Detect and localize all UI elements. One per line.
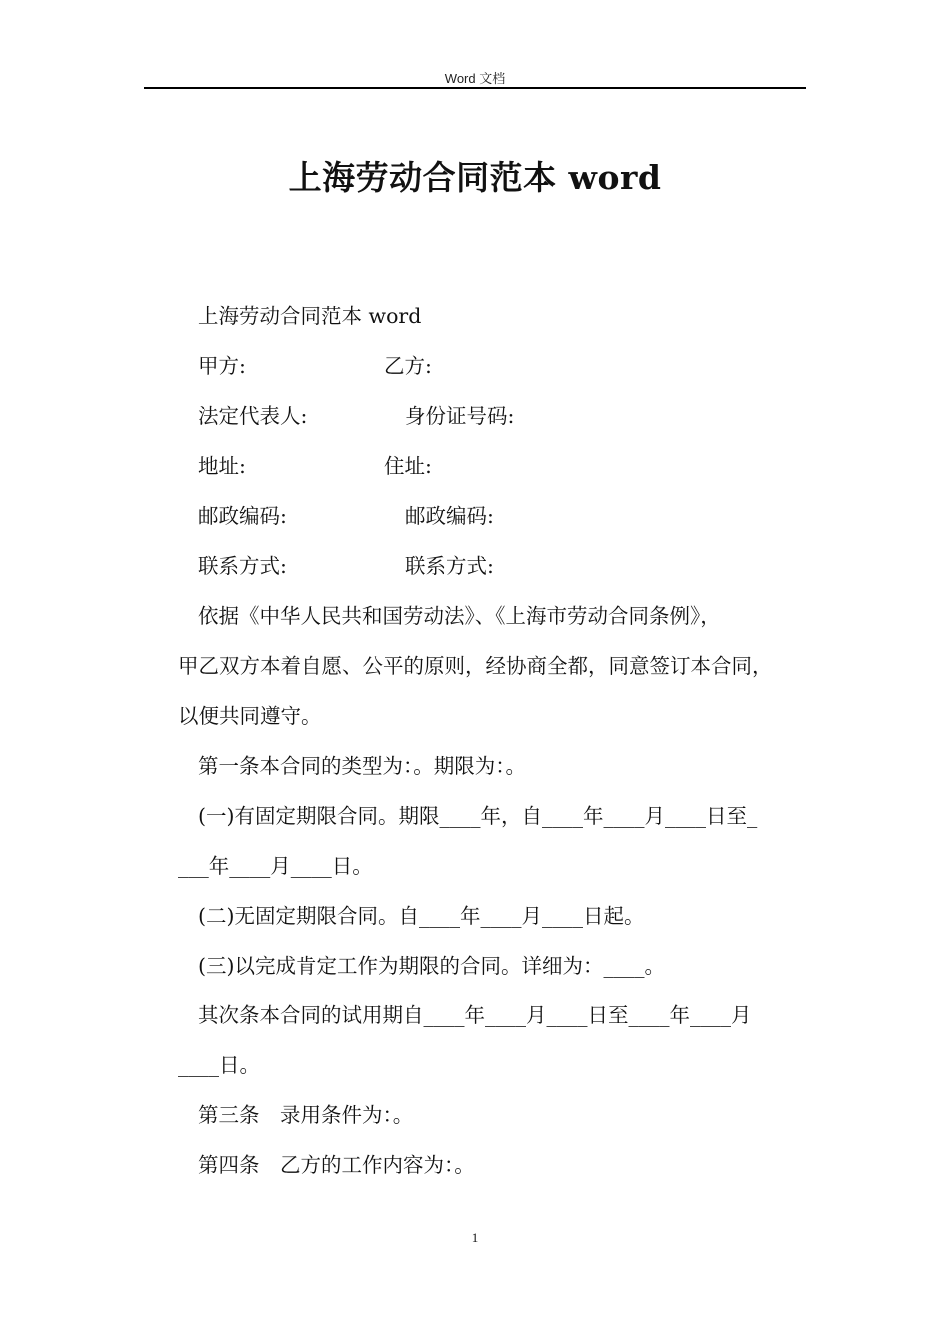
document-title: 上海劳动合同范本 word (288, 158, 662, 197)
subtitle-line: 上海劳动合同范本 word (198, 304, 422, 328)
postcode-b-label: 邮政编码: (405, 504, 494, 528)
contact-a-label: 联系方式: (198, 554, 287, 578)
page-header-text: Word 文档 (444, 71, 506, 86)
article-1: 第一条本合同的类型为：。期限为：。 (198, 754, 526, 778)
item-1-line-1: (一)有固定期限合同。期限____年，自____年____月____日至_ (198, 804, 758, 828)
address-label: 地址: (198, 454, 246, 478)
party-a-label: 甲方: (198, 354, 246, 378)
item-1-line-2: ___年____月____日。 (178, 854, 373, 878)
preamble-line-3: 以便共同遵守。 (178, 704, 322, 728)
page-number: 1 (471, 1230, 479, 1245)
article-3: 第三条 录用条件为：。 (198, 1103, 414, 1127)
header-divider (144, 87, 806, 89)
residence-label: 住址: (384, 454, 432, 478)
postcode-a-label: 邮政编码: (198, 504, 287, 528)
article-4: 第四条 乙方的工作内容为：。 (198, 1153, 475, 1177)
legal-rep-label: 法定代表人: (198, 404, 308, 428)
id-number-label: 身份证号码: (405, 404, 515, 428)
article-2-line-2: ____日。 (178, 1053, 260, 1077)
preamble-line-2: 甲乙双方本着自愿、公平的原则，经协商全都，同意签订本合同， (178, 654, 773, 678)
contact-b-label: 联系方式: (405, 554, 494, 578)
preamble-line-1: 依据《中华人民共和国劳动法》、《上海市劳动合同条例》， (198, 604, 721, 628)
item-2: (二)无固定期限合同。自____年____月____日起。 (198, 904, 645, 928)
article-2-line-1: 其次条本合同的试用期自____年____月____日至____年____月 (198, 1003, 752, 1027)
item-3: (三)以完成肯定工作为期限的合同。详细为：____。 (198, 954, 665, 978)
party-b-label: 乙方: (384, 354, 432, 378)
